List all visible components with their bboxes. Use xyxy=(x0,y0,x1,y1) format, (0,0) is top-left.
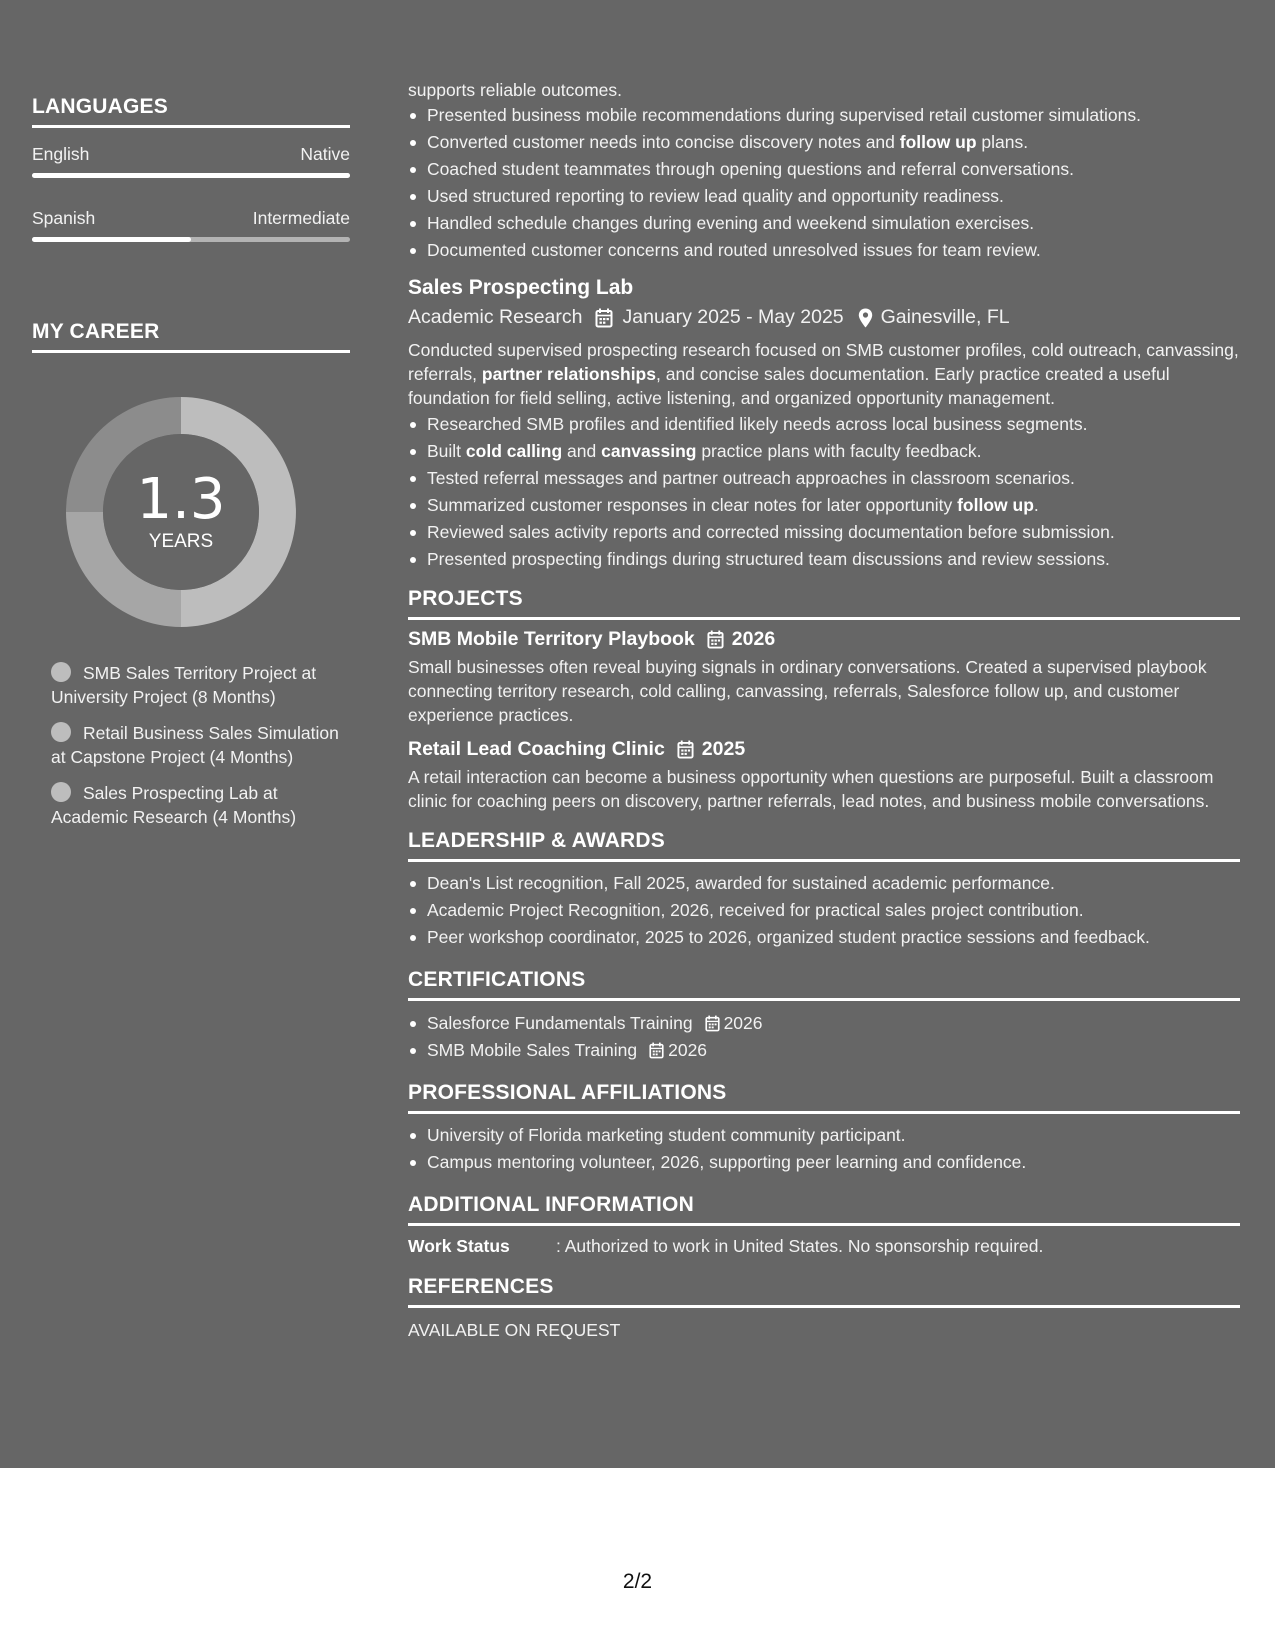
job-summary: Conducted supervised prospecting research focused on SMB customer profiles, cold outreach, canvassing, referrals, partner relationships, and concise sales documentation. Early practice created a useful foundation for field selling, active listening, and organized opportunity management. xyxy=(408,340,1239,408)
career-timeline xyxy=(51,661,341,829)
additional-heading: ADDITIONAL INFORMATION xyxy=(408,1193,1240,1226)
list-item: Presented prospecting findings during structured team discussions and review sessions. xyxy=(408,546,1240,573)
career-total-unit: YEARS xyxy=(148,531,214,552)
language-level: Intermediate xyxy=(252,208,350,228)
work-status-label: Work Status xyxy=(408,1236,510,1256)
list-item: University of Florida marketing student community participant. xyxy=(408,1122,1240,1149)
language-bar xyxy=(32,237,350,242)
list-item: Dean's List recognition, Fall 2025, awarded for sustained academic performance. xyxy=(408,870,1240,897)
calendar-icon xyxy=(649,1042,664,1059)
calendar-icon xyxy=(677,740,694,759)
language-name: English xyxy=(32,144,90,164)
languages-section xyxy=(32,95,350,242)
timeline-dot-icon xyxy=(51,782,71,802)
list-item: Built cold calling and canvassing practice plans with faculty feedback. xyxy=(408,438,1240,465)
language-row xyxy=(32,208,350,229)
list-item: Presented business mobile recommendations during supervised retail customer simulations. xyxy=(408,102,1240,129)
language-level: Native xyxy=(300,144,350,164)
calendar-icon xyxy=(595,308,613,328)
job-location: Gainesville, FL xyxy=(880,306,1010,328)
certification-item xyxy=(408,1037,1240,1064)
timeline-dot-icon xyxy=(51,662,71,682)
list-item: Peer workshop coordinator, 2025 to 2026, organized student practice sessions and feedback. xyxy=(408,924,1240,951)
career-heading: MY CAREER xyxy=(32,320,350,353)
page-number: 2/2 xyxy=(622,1570,653,1593)
projects-section xyxy=(408,587,1240,813)
timeline-dot-icon xyxy=(51,722,71,742)
project-title: Retail Lead Coaching Clinic 2025 xyxy=(408,738,746,760)
project-year: 2025 xyxy=(701,738,746,760)
language-bar xyxy=(32,173,350,178)
languages-heading: LANGUAGES xyxy=(32,95,350,128)
timeline-item: Sales Prospecting Lab at Academic Research (4 Months) xyxy=(51,783,297,827)
affiliations-section xyxy=(408,1081,1240,1176)
list-item: Academic Project Recognition, 2026, received for practical sales project contribution. xyxy=(408,897,1240,924)
certifications-heading: CERTIFICATIONS xyxy=(408,968,1240,1001)
list-item: Converted customer needs into concise discovery notes and follow up plans. xyxy=(408,129,1240,156)
project-title: SMB Mobile Territory Playbook 2026 xyxy=(408,628,776,650)
list-item: Used structured reporting to review lead quality and opportunity readiness. xyxy=(408,183,1240,210)
job-dates: January 2025 - May 2025 xyxy=(622,306,844,328)
calendar-icon xyxy=(705,1015,720,1032)
certification-year: 2026 xyxy=(723,1013,763,1033)
list-item: Summarized customer responses in clear notes for later opportunity follow up. xyxy=(408,492,1240,519)
work-status-value: : Authorized to work in United States. No sponsorship required. xyxy=(556,1236,1044,1256)
certifications-section xyxy=(408,968,1240,1064)
certification-name: Salesforce Fundamentals Training xyxy=(427,1013,693,1033)
language-row xyxy=(32,144,350,165)
calendar-icon xyxy=(707,630,724,649)
certification-year: 2026 xyxy=(668,1040,708,1060)
affiliations-heading: PROFESSIONAL AFFILIATIONS xyxy=(408,1081,1240,1114)
certification-item xyxy=(408,1010,1240,1037)
timeline-item: SMB Sales Territory Project at University Project (8 Months) xyxy=(51,663,317,707)
list-item: Handled schedule changes during evening and weekend simulation exercises. xyxy=(408,210,1240,237)
language-name: Spanish xyxy=(32,208,96,228)
experience-continued-text: supports reliable outcomes. xyxy=(408,80,622,100)
list-item: Tested referral messages and partner outreach approaches in classroom scenarios. xyxy=(408,465,1240,492)
list-item: Researched SMB profiles and identified likely needs across local business segments. xyxy=(408,411,1240,438)
project-year: 2026 xyxy=(731,628,776,650)
list-item: Campus mentoring volunteer, 2026, supporting peer learning and confidence. xyxy=(408,1149,1240,1176)
job-title: Sales Prospecting Lab xyxy=(408,276,634,299)
additional-section xyxy=(408,1193,1240,1257)
leadership-heading: LEADERSHIP & AWARDS xyxy=(408,829,1240,862)
leadership-section xyxy=(408,829,1240,951)
certifications-list xyxy=(408,1010,1240,1064)
language-bar-fill xyxy=(32,237,191,242)
work-status-row xyxy=(408,1236,1240,1257)
list-item: Coached student teammates through opening questions and referral conversations. xyxy=(408,156,1240,183)
project-description: A retail interaction can become a business opportunity when questions are purposeful. Built a classroom clinic for coaching peers on discovery, partner referrals, lead notes, and business mobile conversations. xyxy=(408,767,1214,811)
career-donut xyxy=(66,397,296,627)
career-total-value: 1.3 xyxy=(136,467,226,532)
career-section xyxy=(32,320,350,829)
job-meta xyxy=(408,306,1240,329)
timeline-item: Retail Business Sales Simulation at Capstone Project (4 Months) xyxy=(51,723,339,767)
left-column xyxy=(32,95,350,841)
job-bullets xyxy=(408,411,1240,573)
leadership-list xyxy=(408,870,1240,951)
certification-name: SMB Mobile Sales Training xyxy=(427,1040,638,1060)
references-text: AVAILABLE ON REQUEST xyxy=(408,1320,621,1340)
experience-section xyxy=(408,78,1240,573)
references-heading: REFERENCES xyxy=(408,1275,1240,1308)
experience-continued-bullets xyxy=(408,102,1240,264)
job-org: Academic Research xyxy=(408,306,583,328)
list-item: Documented customer concerns and routed unresolved issues for team review. xyxy=(408,237,1240,264)
project-description: Small businesses often reveal buying signals in ordinary conversations. Created a supervised playbook connecting territory research, cold calling, canvassing, referrals, Salesforce follow up, and customer experience practices. xyxy=(408,657,1207,725)
language-bar-fill xyxy=(32,173,350,178)
right-column xyxy=(408,78,1240,1342)
affiliations-list xyxy=(408,1122,1240,1176)
list-item: Reviewed sales activity reports and corrected missing documentation before submission. xyxy=(408,519,1240,546)
career-donut-label xyxy=(66,397,296,627)
projects-heading: PROJECTS xyxy=(408,587,1240,620)
location-pin-icon xyxy=(858,308,873,328)
references-section xyxy=(408,1275,1240,1342)
